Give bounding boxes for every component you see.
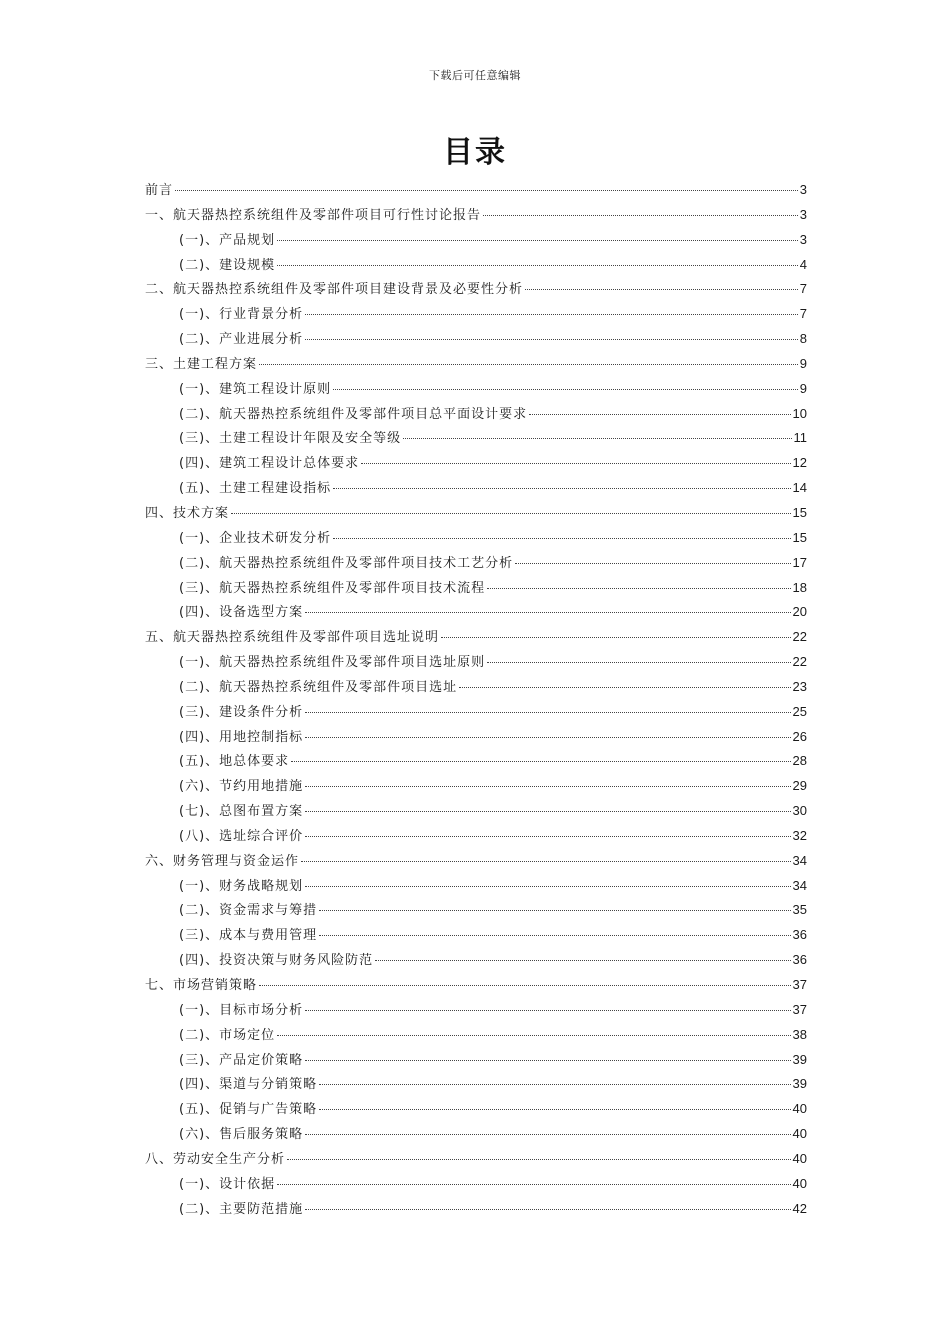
toc-dot-leader (441, 636, 791, 638)
toc-dot-leader (277, 1183, 790, 1185)
toc-dot-leader (259, 363, 798, 365)
toc-entry-title: (二)、航天器热控系统组件及零部件项目技术工艺分析 (179, 555, 514, 571)
toc-entry-page-number: 7 (799, 281, 807, 297)
toc-entry-page-number: 3 (799, 206, 807, 222)
toc-entry-page-number: 12 (792, 455, 807, 471)
toc-dot-leader (277, 1034, 790, 1036)
toc-entry[interactable] (145, 501, 807, 526)
toc-entry-page-number: 35 (792, 902, 807, 918)
toc-entry[interactable] (145, 600, 807, 625)
toc-entry-title: (四)、设备选型方案 (179, 605, 304, 621)
toc-entry[interactable] (145, 874, 807, 899)
toc-entry-title: (五)、地总体要求 (179, 754, 290, 770)
toc-entry-title: (二)、资金需求与筹措 (179, 903, 318, 919)
toc-dot-leader (403, 437, 791, 439)
toc-entry-page-number: 37 (792, 977, 807, 992)
toc-entry-page-number: 7 (799, 306, 807, 322)
toc-entry[interactable] (145, 377, 807, 402)
toc-entry-title: (八)、选址综合评价 (179, 828, 304, 844)
toc-dot-leader (277, 239, 798, 241)
toc-entry[interactable] (145, 203, 807, 228)
toc-entry[interactable] (145, 948, 807, 973)
toc-entry-page-number: 22 (792, 654, 807, 670)
toc-entry[interactable] (145, 700, 807, 725)
toc-entry-title: (一)、企业技术研发分析 (179, 530, 332, 546)
toc-entry[interactable] (145, 476, 807, 501)
header-note: 下载后可任意编辑 (429, 69, 521, 82)
toc-entry-page-number: 9 (799, 380, 807, 396)
toc-entry-page-number: 34 (792, 877, 807, 893)
toc-entry[interactable] (145, 402, 807, 427)
toc-entry-title: (三)、产品定价策略 (179, 1052, 304, 1068)
toc-dot-leader (305, 1059, 790, 1061)
toc-entry-title: (三)、航天器热控系统组件及零部件项目技术流程 (179, 580, 486, 596)
toc-entry-page-number: 15 (792, 529, 807, 545)
toc-entry-page-number: 28 (792, 753, 807, 769)
toc-dot-leader (287, 1158, 791, 1160)
toc-entry-title: (三)、建设条件分析 (179, 704, 304, 720)
toc-dot-leader (305, 313, 798, 315)
toc-entry-title: 前言 (145, 183, 174, 198)
toc-entry-page-number: 4 (799, 256, 807, 272)
toc-entry-page-number: 42 (792, 1200, 807, 1216)
toc-entry-page-number: 29 (792, 778, 807, 794)
toc-entry-title: (三)、土建工程设计年限及安全等级 (179, 431, 402, 447)
toc-entry-page-number: 18 (792, 579, 807, 595)
toc-dot-leader (291, 760, 790, 762)
toc-entry-title: (四)、用地控制指标 (179, 729, 304, 745)
toc-entry-title: (二)、产业进展分析 (179, 332, 304, 348)
toc-entry[interactable] (145, 1197, 807, 1222)
toc-entry[interactable] (145, 178, 807, 203)
toc-dot-leader (301, 860, 791, 862)
toc-entry-title: (一)、行业背景分析 (179, 307, 304, 323)
toc-entry-title: 六、财务管理与资金运作 (145, 853, 300, 869)
toc-entry[interactable] (145, 625, 807, 650)
toc-entry[interactable] (145, 253, 807, 278)
toc-dot-leader (483, 214, 798, 216)
toc-entry[interactable] (145, 451, 807, 476)
toc-entry[interactable] (145, 749, 807, 774)
toc-entry-title: 八、劳动安全生产分析 (145, 1151, 286, 1167)
toc-entry[interactable] (145, 576, 807, 601)
toc-dot-leader (333, 388, 798, 390)
toc-entry-title: 一、航天器热控系统组件及零部件项目可行性讨论报告 (145, 207, 482, 223)
toc-entry[interactable] (145, 526, 807, 551)
toc-entry[interactable] (145, 675, 807, 700)
toc-entry[interactable] (145, 302, 807, 327)
toc-dot-leader (305, 810, 790, 812)
toc-entry[interactable] (145, 725, 807, 750)
toc-dot-leader (459, 686, 790, 688)
toc-entry-title: (一)、财务战略规划 (179, 878, 304, 894)
toc-dot-leader (319, 934, 790, 936)
toc-entry-page-number: 37 (792, 1001, 807, 1017)
toc-entry-page-number: 38 (792, 1026, 807, 1042)
toc-entry-page-number: 25 (792, 703, 807, 719)
toc-entry-page-number: 34 (792, 852, 807, 868)
toc-entry[interactable] (145, 650, 807, 675)
toc-entry-title: 七、市场营销策略 (145, 978, 258, 993)
toc-entry[interactable] (145, 1172, 807, 1197)
toc-entry-title: (六)、售后服务策略 (179, 1127, 304, 1143)
toc-entry-title: (二)、航天器热控系统组件及零部件项目选址 (179, 679, 458, 695)
toc-entry[interactable] (145, 228, 807, 253)
toc-entry-page-number: 26 (792, 728, 807, 744)
toc-entry-title: (一)、设计依据 (179, 1176, 276, 1192)
toc-entry[interactable] (145, 799, 807, 824)
toc-entry-title: 二、航天器热控系统组件及零部件项目建设背景及必要性分析 (145, 282, 524, 298)
toc-entry-title: (二)、主要防范措施 (179, 1201, 304, 1217)
toc-dot-leader (305, 785, 790, 787)
toc-dot-leader (305, 338, 798, 340)
toc-entry[interactable] (145, 352, 807, 377)
toc-entry-title: (四)、渠道与分销策略 (179, 1077, 318, 1093)
toc-dot-leader (529, 413, 790, 415)
toc-dot-leader (525, 288, 798, 290)
toc-entry-page-number: 36 (792, 927, 807, 943)
toc-entry-title: (二)、市场定位 (179, 1027, 276, 1043)
toc-entry-title: (五)、土建工程建设指标 (179, 481, 332, 497)
toc-entry-title: (六)、节约用地措施 (179, 779, 304, 795)
toc-entry-page-number: 23 (792, 678, 807, 694)
toc-entry-title: (三)、成本与费用管理 (179, 928, 318, 944)
toc-entry[interactable] (145, 898, 807, 923)
toc-entry[interactable] (145, 824, 807, 849)
toc-entry-page-number: 10 (792, 405, 807, 421)
toc-dot-leader (305, 1208, 790, 1210)
toc-entry-page-number: 22 (792, 629, 807, 645)
toc-dot-leader (515, 562, 790, 564)
toc-entry-page-number: 3 (799, 182, 807, 197)
toc-dot-leader (277, 264, 798, 266)
toc-entry-title: (四)、建筑工程设计总体要求 (179, 456, 360, 472)
table-of-contents (145, 178, 807, 1221)
toc-entry[interactable] (145, 551, 807, 576)
toc-entry-page-number: 39 (792, 1051, 807, 1067)
toc-entry-page-number: 40 (792, 1126, 807, 1142)
toc-dot-leader (305, 885, 790, 887)
toc-dot-leader (333, 487, 790, 489)
toc-entry-title: (一)、建筑工程设计原则 (179, 381, 332, 397)
toc-entry[interactable] (145, 1048, 807, 1073)
toc-dot-leader (305, 711, 790, 713)
toc-dot-leader (361, 462, 790, 464)
toc-entry-title: 四、技术方案 (145, 505, 230, 521)
toc-entry[interactable] (145, 426, 807, 451)
toc-entry-page-number: 15 (792, 504, 807, 520)
toc-entry[interactable] (145, 973, 807, 998)
toc-dot-leader (319, 909, 790, 911)
page-title: 目录 (443, 135, 507, 170)
toc-entry[interactable] (145, 1097, 807, 1122)
toc-entry-title: 三、土建工程方案 (145, 356, 258, 372)
toc-dot-leader (305, 1133, 790, 1135)
toc-dot-leader (319, 1108, 790, 1110)
toc-entry[interactable] (145, 998, 807, 1023)
toc-entry-page-number: 17 (792, 554, 807, 570)
toc-entry[interactable] (145, 327, 807, 352)
toc-entry-page-number: 40 (792, 1101, 807, 1117)
toc-entry[interactable] (145, 923, 807, 948)
toc-entry[interactable] (145, 774, 807, 799)
toc-dot-leader (305, 835, 790, 837)
toc-dot-leader (487, 587, 790, 589)
toc-dot-leader (487, 661, 790, 663)
toc-dot-leader (333, 537, 790, 539)
toc-entry-page-number: 36 (792, 952, 807, 968)
toc-entry-title: (五)、促销与广告策略 (179, 1102, 318, 1118)
toc-dot-leader (319, 1083, 790, 1085)
toc-dot-leader (305, 1009, 790, 1011)
toc-dot-leader (305, 611, 790, 613)
toc-entry[interactable] (145, 1023, 807, 1048)
toc-entry[interactable] (145, 1147, 807, 1172)
toc-entry-page-number: 8 (799, 331, 807, 347)
toc-entry-page-number: 11 (793, 430, 807, 446)
toc-dot-leader (305, 736, 790, 738)
toc-entry-page-number: 30 (792, 803, 807, 819)
toc-entry-title: (一)、目标市场分析 (179, 1002, 304, 1018)
toc-entry-title: (一)、产品规划 (179, 232, 276, 248)
toc-entry-title: (一)、航天器热控系统组件及零部件项目选址原则 (179, 655, 486, 671)
toc-entry-page-number: 9 (799, 355, 807, 371)
toc-entry-page-number: 40 (792, 1150, 807, 1166)
toc-entry[interactable] (145, 849, 807, 874)
toc-dot-leader (175, 189, 798, 191)
toc-entry[interactable] (145, 277, 807, 302)
toc-dot-leader (231, 512, 791, 514)
toc-entry-title: (二)、建设规模 (179, 257, 276, 273)
toc-dot-leader (259, 984, 791, 986)
toc-dot-leader (375, 959, 790, 961)
toc-entry[interactable] (145, 1072, 807, 1097)
toc-entry-title: (四)、投资决策与财务风险防范 (179, 953, 374, 969)
toc-entry-page-number: 39 (792, 1076, 807, 1092)
toc-entry-page-number: 3 (799, 231, 807, 247)
toc-entry-page-number: 32 (792, 827, 807, 843)
toc-entry-title: (二)、航天器热控系统组件及零部件项目总平面设计要求 (179, 406, 528, 422)
toc-entry-title: 五、航天器热控系统组件及零部件项目选址说明 (145, 630, 440, 646)
toc-entry[interactable] (145, 1122, 807, 1147)
toc-entry-page-number: 14 (792, 480, 807, 496)
toc-entry-title: (七)、总图布置方案 (179, 804, 304, 820)
toc-entry-page-number: 20 (792, 604, 807, 620)
toc-entry-page-number: 40 (792, 1175, 807, 1191)
